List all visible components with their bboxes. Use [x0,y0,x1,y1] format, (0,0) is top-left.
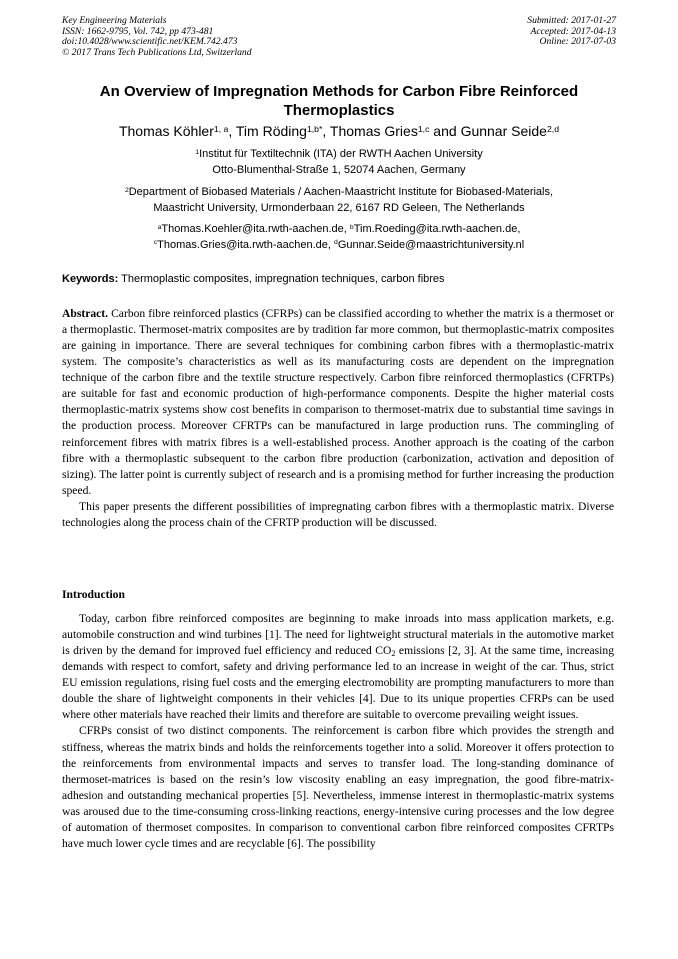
author-affiliation-mark: 2,d [546,123,560,134]
affiliation-1-line-1: $^1$Institut für Textiltechnik (ITA) der RWTH Aachen University [195,148,483,160]
email-gries[interactable]: Thomas.Gries@ita.rwth-aachen.de, [157,238,335,251]
email-roeding[interactable]: Tim.Roeding@ita.rwth-aachen.de, [353,223,521,235]
intro-paragraph-2: CFRPs consist of two distinct components. The reinforcement is carbon fibre which provides the strength and stiffness, whereas the matrix binds and holds the reinforcements together into a solid. Moreover it offers protection to the reinforcements from environmental impacts and serves to transfer load. The long-standing dominance of thermoset-matrices is based on the resin’s low viscosity enabling an easy impregnation, the good fibre-matrix-adhesion and outstanding mechanical properties [5]. Nevertheless, immense interest in thermoplastic-matrix systems was aroused due to the time-consuming cross-linking reactions, energy-intensive curing processes and the low degree of automation of thermoset composites. In comparison to conventional carbon fibre reinforced composites CFRTPs have much lower cycle times and are recyclable [6]. The possibility [62,724,614,850]
journal-info [62,16,252,58]
author-list [62,122,616,140]
email-line-2: $^c$Thomas.Gries@ita.rwth-aachen.de, $^d$Gunnar.Seide@maastrichtuniversity.nl [153,238,525,251]
keywords-text: Thermoplastic composites, impregnation techniques, carbon fibres [121,273,445,285]
journal-name: Key Engineering Materials [62,15,167,26]
author-separator: , [228,123,236,139]
paper-title [62,82,616,120]
author-affiliation-mark: 1,c [417,123,430,134]
author-name: Thomas Köhler [118,123,214,139]
author-name: Tim Röding [235,123,307,139]
author-name: Gunnar Seide [460,123,547,139]
doi[interactable]: doi:10.4028/www.scientific.net/KEM.742.473 [62,36,238,48]
title-line-1: An Overview of Impregnation Methods for Carbon Fibre Reinforced [99,83,579,100]
affiliation-1 [62,147,616,178]
introduction-body [62,611,614,852]
publication-dates [527,16,616,48]
author-separator: and [429,123,461,139]
affiliation-2 [62,185,616,216]
submitted-date: Submitted: 2017-01-27 [527,15,616,26]
copyright: © 2017 Trans Tech Publications Ltd, Switzerland [62,46,252,58]
author-affiliation-mark: 1,b* [306,123,323,134]
title-line-2: Thermoplastics [283,102,395,119]
issn: ISSN: 1662-9795, Vol. 742, pp 473-481 [62,25,214,37]
author-separator: , [322,123,330,139]
section-heading-introduction: Introduction [62,588,125,601]
affiliation-mark: 1 [195,148,200,156]
affiliation-mark: 2 [124,186,129,194]
abstract-paragraph-2: This paper presents the different possibilities of impregnating carbon fibres with a thermoplastic matrix. Diverse technologies along the process chain of the CFRTP production will be discussed. [62,499,614,529]
online-date: Online: 2017-07-03 [539,36,616,48]
abstract-paragraph-1: Abstract. Carbon fibre reinforced plastics (CFRPs) can be classified according to whether the matrix is a thermoset or a thermoplastic. Thermoset-matrix composites are by tradition far more common, but thermoplastic-matrix composites are gaining in importance. There are several techniques for combining carbon fibres with a thermoplastic-matrix system. The composite’s characteristics as well as its manufacturing costs are dependent on the impregnation technique of the carbon fibre and the textile structure respectively. Carbon fibre reinforced thermoplastics (CFRTPs) are suitable for fast and economic production of high-performance components. Despite the higher material costs thermoplastic-matrix systems show cost benefits in comparison to thermoset-matrix due to substantial time savings in the production process. Moreover CFRTPs can be manufactured in large production runs. The commingling of reinforcement fibres with matrix fibres is a well-established process. Another approach is the coating of the carbon fibre with a thermoplastic subsequent to the carbon fibre production (carbonization, activation and deposition of sizing). The latter point is currently subject of research and is a promising method for further increasing the production speed. [62,307,614,497]
accepted-date: Accepted: 2017-04-13 [530,25,616,37]
author-emails [62,222,616,253]
author-name: Thomas Gries [329,123,418,139]
email-seide[interactable]: Gunnar.Seide@maastrichtuniversity.nl [337,238,525,251]
email-line-1: $^a$Thomas.Koehler@ita.rwth-aachen.de, $^b$Tim.Roeding@ita.rwth-aachen.de, [157,223,521,235]
affiliation-1-line-2: Otto-Blumenthal-Straße 1, 52074 Aachen, Germany [212,163,466,176]
intro-paragraph-1: Today, carbon fibre reinforced composites are beginning to make inroads into mass application markets, e.g. automobile construction and wind turbines [1]. The need for lightweight structural materials in the automotive market is driven by the demand for improved fuel efficiency and reduced $CO_2$ emissions [2, 3]. At the same time, increasing demands with respect to comfort, safety and driving performance led to an increase in weight of the car. Thus, strict EU emission regulations, rising fuel costs and the emerging electromobility are prompting manufacturers to more than double the share of lightweight components in their vehicles [4]. Due to its unique properties CFRPs can be used where other materials have reached their limits and therefore are suitable to overcome prevailing weight issues. [62,612,614,722]
author-affiliation-mark: 1, a [213,123,229,134]
email-koehler[interactable]: Thomas.Koehler@ita.rwth-aachen.de, [161,223,350,235]
keywords-label: Keywords: [62,273,119,285]
abstract [62,306,614,531]
abstract-label: Abstract. [62,307,109,320]
keywords [62,272,616,286]
affiliation-2-line-2: Maastricht University, Urmonderbaan 22, 6167 RD Geleen, The Netherlands [153,201,525,214]
affiliation-2-line-1: $^2$Department of Biobased Materials / Aachen-Maastricht Institute for Biobased-Materials, [124,186,554,198]
